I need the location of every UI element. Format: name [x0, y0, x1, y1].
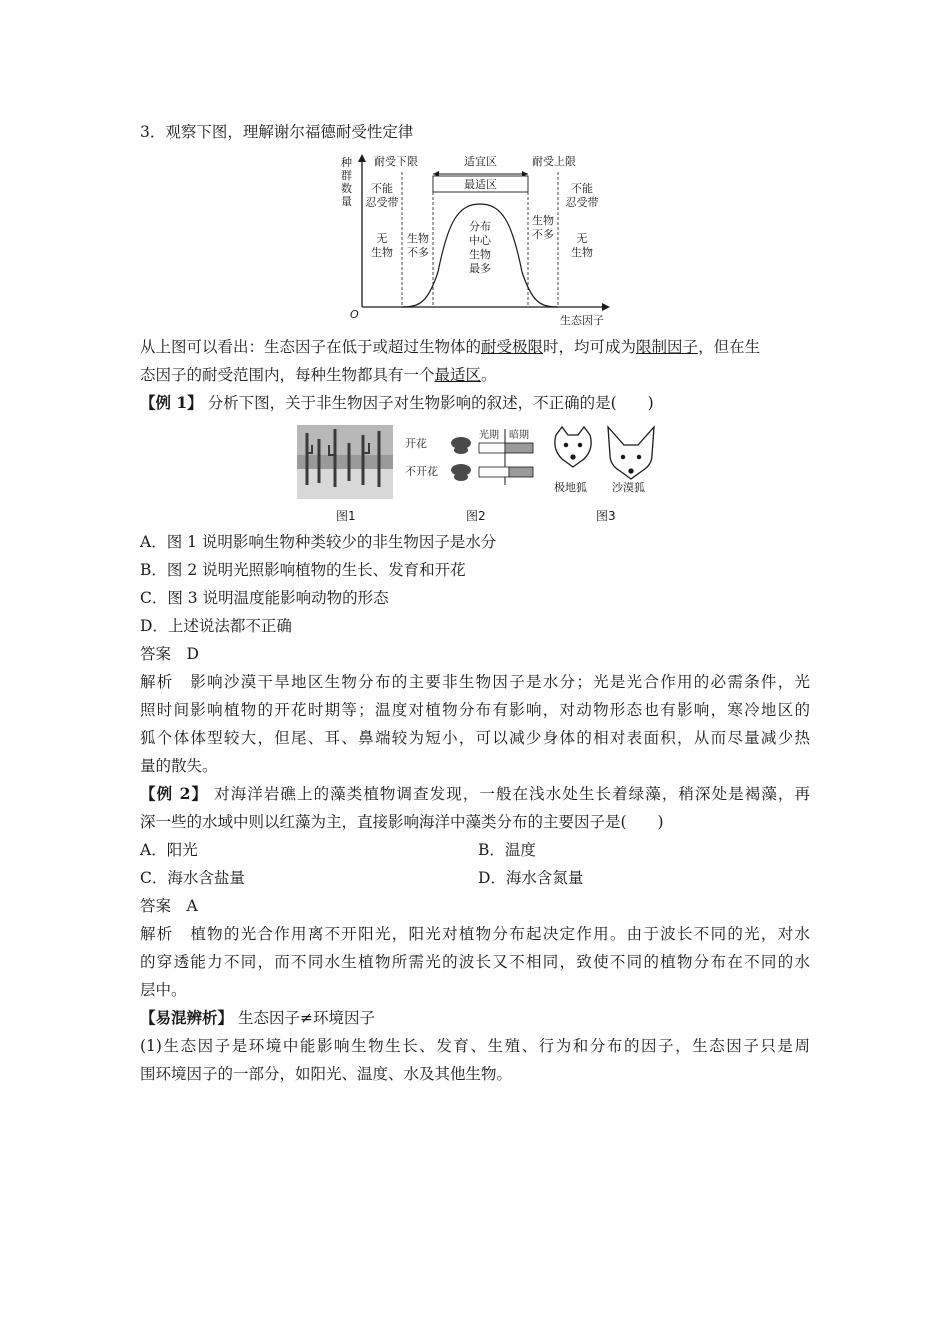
example2-analysis-line: 解析 植物的光合作用离不开阳光，阳光对植物分布起决定作用。由于波长不同的光，对水	[140, 925, 810, 943]
light-period-label: 光期	[479, 430, 499, 441]
example2-analysis-line: 的穿透能力不同，而不同水生植物所需光的波长又不相同，致使不同的植物分布在不同的水	[140, 953, 810, 971]
example1-analysis-line: 照时间影响植物的开花时期等；温度对植物分布有影响，对动物形态也有影响，寒冷地区的	[140, 701, 810, 719]
confusion-line: 围环境因子的一部分，如阳光、温度、水及其他生物。	[140, 1065, 513, 1083]
confusion-line: (1)生态因子是环境中能影响生物生长、发育、生殖、行为和分布的因子，生态因子只是周	[140, 1037, 810, 1055]
example2-question-cont: 深一些的水域中则以红藻为主，直接影响海洋中藻类分布的主要因子是( )	[140, 813, 664, 831]
example2-tag: 【例 2】	[140, 784, 209, 803]
confusion-heading	[140, 1008, 375, 1028]
optimum-zone-label: 最适区	[464, 178, 497, 191]
flowering-plant-icon	[451, 437, 471, 454]
example1-answer: 答案 D	[140, 645, 199, 663]
fig3-caption: 图3	[596, 509, 616, 523]
distribution-center-label: 分布中心生物最多	[469, 220, 491, 275]
desert-photo	[297, 425, 393, 499]
desert-fox-label: 沙漠狐	[612, 481, 645, 494]
suitable-zone-label: 适宜区	[464, 155, 497, 168]
example2-option-b: B．温度	[478, 841, 536, 859]
lower-limit-label: 耐受下限	[374, 155, 418, 168]
no-life-right-label: 无生物	[571, 232, 593, 259]
example2-stem: 对海洋岩礁上的藻类植物调查发现，一般在浅水处生长着绿藻，稍深处是褐藻，再	[214, 785, 810, 803]
summary-text: ，但在生	[698, 338, 761, 356]
origin-label: O	[350, 308, 359, 321]
fox-figure	[548, 425, 668, 497]
summary-paragraph-2	[140, 365, 497, 385]
confusion-title: 生态因子≠环境因子	[237, 1009, 375, 1027]
example1-analysis-line: 解析 影响沙漠干旱地区生物分布的主要非生物因子是水分；光是光合作用的必需条件，光	[140, 673, 810, 691]
summary-paragraph	[140, 337, 760, 357]
example2-answer: 答案 A	[140, 897, 198, 915]
few-left-label: 生物不多	[407, 232, 429, 259]
section-heading: 3．观察下图，理解谢尔福德耐受性定律	[140, 123, 414, 141]
summary-text: 时，均可成为	[543, 338, 637, 356]
example2-analysis-line: 层中。	[140, 981, 187, 999]
fig1-caption: 图1	[336, 509, 356, 523]
upper-limit-label: 耐受上限	[532, 155, 576, 168]
photoperiod-figure	[405, 427, 545, 491]
intolerant-right-label: 不能忍受带	[565, 182, 599, 209]
example1-option-b: B．图 2 说明光照影响植物的生长、发育和开花	[140, 561, 466, 579]
flower-label: 开花	[405, 437, 427, 450]
term-optimum: 最适区	[434, 366, 482, 384]
summary-text: 。	[481, 366, 497, 384]
summary-text: 态因子的耐受范围内，每种生物都具有一个	[140, 366, 435, 384]
example1-stem: 分析下图，关于非生物因子对生物影响的叙述，不正确的是( )	[207, 394, 654, 412]
example2-option-a: A．阳光	[140, 841, 198, 859]
x-axis-label: 生态因子	[560, 314, 604, 327]
noflower-label: 不开花	[405, 465, 438, 478]
few-right-label: 生物不多	[532, 214, 554, 241]
term-tolerance-limit: 耐受极限	[481, 338, 544, 356]
y-axis-label: 种群数量	[341, 156, 352, 208]
example1-analysis-line: 量的散失。	[140, 757, 218, 775]
arctic-fox-label: 极地狐	[554, 481, 587, 494]
example2-option-c: C．海水含盐量	[140, 869, 245, 887]
example2-option-d: D．海水含氮量	[478, 869, 584, 887]
arctic-fox-icon	[555, 427, 591, 467]
summary-text: 从上图可以看出：生态因子在低于或超过生物体的	[140, 338, 482, 356]
example1-analysis-line: 狐个体体型较大，但尾、耳、鼻端较为短小，可以减少身体的相对表面积，从而尽量减少热	[140, 729, 810, 747]
fig2-caption: 图2	[466, 509, 486, 523]
desert-fox-icon	[608, 427, 654, 479]
non-flowering-plant-icon	[451, 464, 471, 481]
term-limiting-factor: 限制因子	[636, 338, 699, 356]
example1-option-a: A．图 1 说明影响生物种类较少的非生物因子是水分	[140, 533, 497, 551]
example1-option-d: D．上述说法都不正确	[140, 617, 292, 635]
example1-option-c: C．图 3 说明温度能影响动物的形态	[140, 589, 389, 607]
intolerant-left-label: 不能忍受带	[365, 182, 399, 209]
example1-tag: 【例 1】	[140, 393, 203, 412]
tolerance-diagram	[340, 152, 610, 327]
example2-question	[140, 784, 810, 804]
dark-period-label: 暗期	[509, 430, 529, 441]
no-life-left-label: 无生物	[371, 232, 393, 259]
example1-question	[140, 393, 654, 413]
confusion-tag: 【易混辨析】	[140, 1008, 234, 1027]
